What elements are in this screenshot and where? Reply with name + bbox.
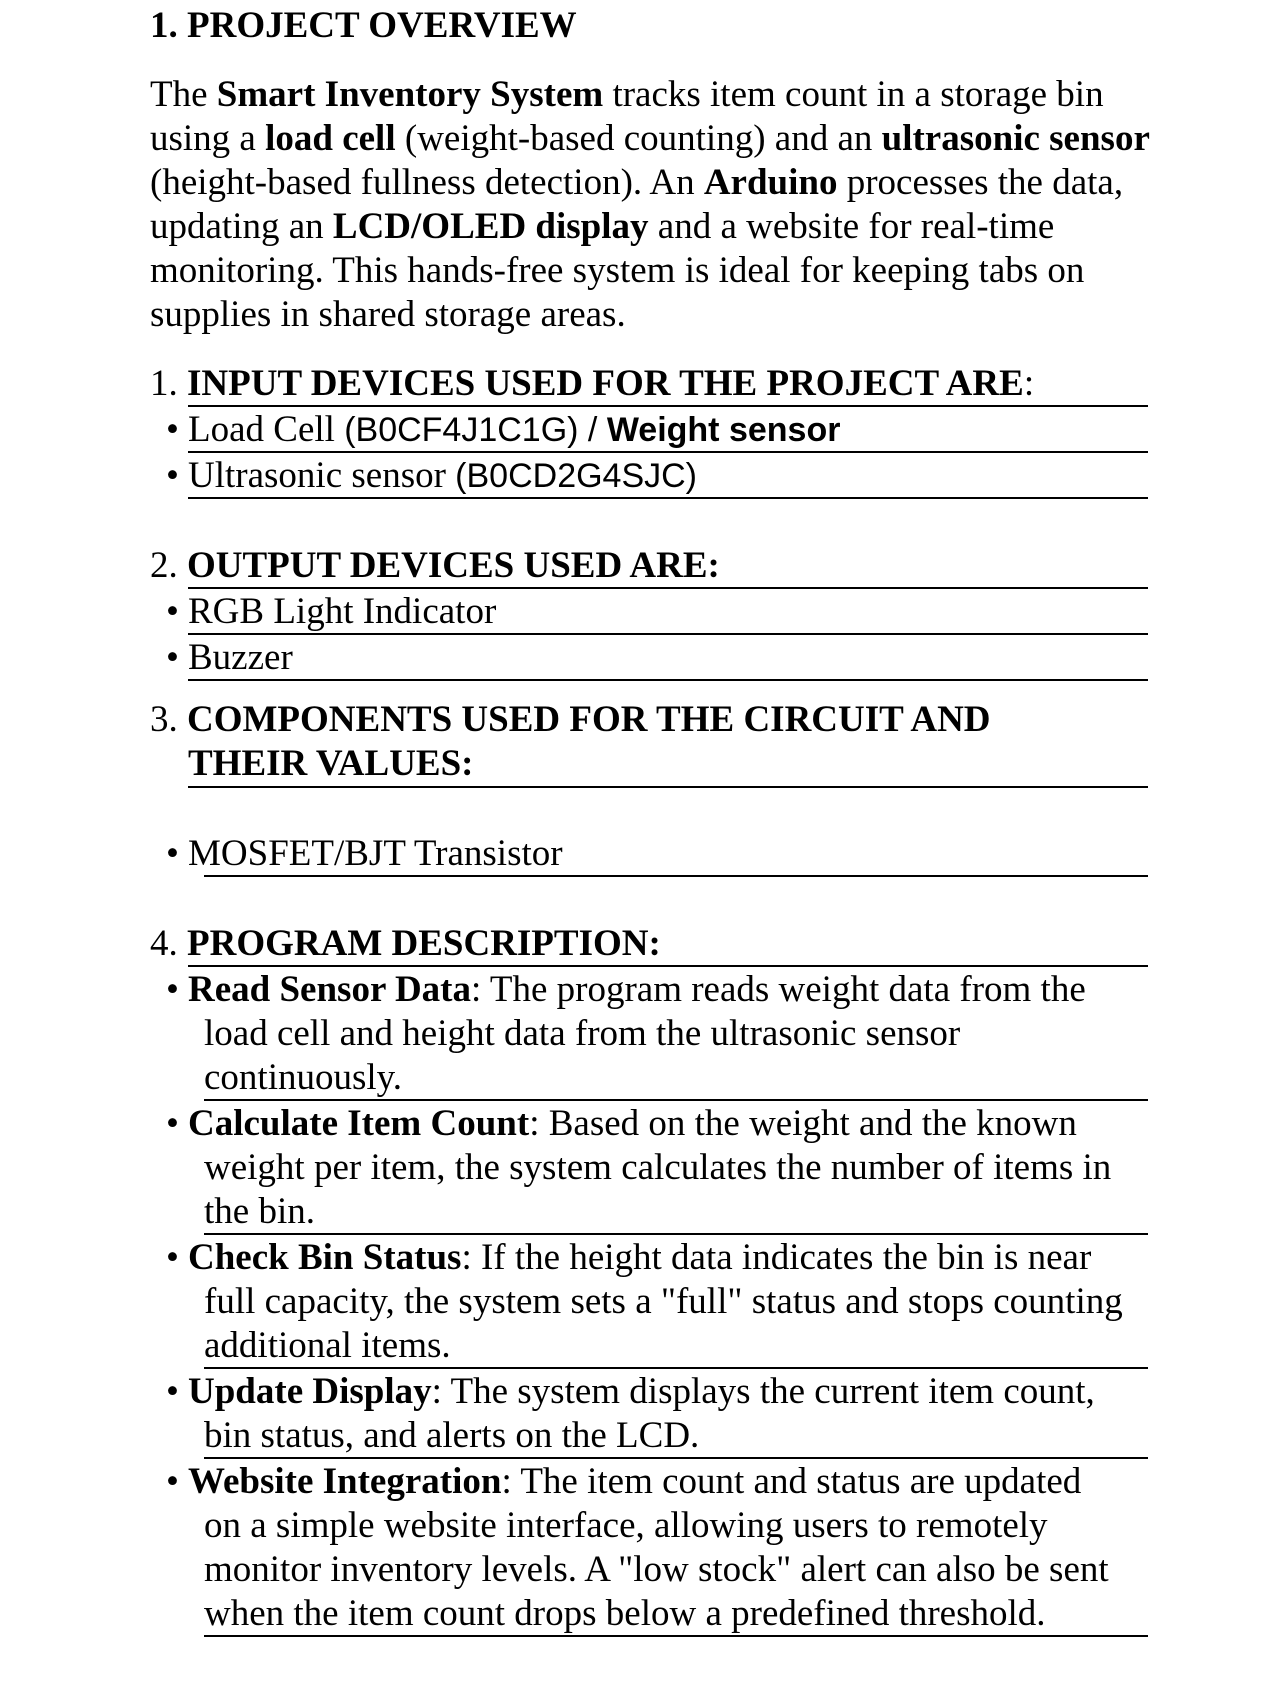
input-heading-rule [188,405,1148,407]
program-item-2-rule [204,1233,1148,1235]
program-item-website [166,1460,1146,1636]
input-devices-number: 1. [150,363,187,404]
overview-bold-display: LCD/OLED display [332,206,649,247]
program-item-5-continuation: on a simple website interface, allowing users to remotely monitor inventory levels. A "low stock" alert can also be sent when the item count drops below a predefined threshold. [204,1505,1109,1634]
output-devices-heading-text: OUTPUT DEVICES USED ARE: [187,545,720,586]
program-item-3-first-line [166,1237,1091,1278]
program-item-4-first-line [166,1371,1095,1412]
bullet-icon [166,408,188,452]
overview-bold-arduino: Arduino [703,162,838,203]
bullet-icon [166,1236,188,1280]
input-item-1-type: Weight sensor [606,411,841,449]
output-devices-number: 2. [150,545,187,586]
output-item-2-rule [188,679,1148,681]
program-item-read-sensor [166,968,1146,1100]
overview-paragraph [150,73,1150,337]
bullet-icon [166,968,188,1012]
program-item-1-text: : The program reads weight data from the [471,969,1086,1010]
program-item-1-rule [204,1099,1148,1101]
input-item-1-rule [188,451,1148,453]
bullet-icon [166,590,188,634]
overview-text-4: (height-based fullness detection). An [150,162,704,203]
output-item-rgb [166,590,496,634]
components-heading-line-2: THEIR VALUES: [188,743,474,784]
program-item-5-label: Website Integration [188,1461,502,1502]
program-item-2-text: : Based on the weight and the known [529,1103,1077,1144]
program-item-update-display [166,1370,1146,1458]
components-heading-rule [188,786,1148,788]
program-item-1-first-line [166,969,1086,1010]
bullet-icon [166,454,188,498]
input-devices-heading [150,362,1034,406]
program-item-3-rule [204,1367,1148,1369]
bullet-icon [166,636,188,680]
program-item-calculate-count [166,1102,1146,1234]
input-item-2-code: (B0CD2G4SJC) [455,457,698,495]
overview-text-5: processes the data, updating an [150,162,1124,247]
program-item-check-bin [166,1236,1146,1368]
program-item-4-rule [204,1457,1148,1459]
output-item-buzzer [166,636,293,680]
overview-text-6: and a website for real-time monitoring. This hands-free system is ideal for keeping tabs on supplies in shared storage areas. [150,206,1085,335]
program-item-3-label: Check Bin Status [188,1237,462,1278]
overview-text-1: The [150,74,217,115]
output-devices-heading [150,544,720,588]
overview-bold-load-cell: load cell [265,118,396,159]
program-number: 4. [150,923,187,964]
program-heading-rule [188,965,1148,967]
input-item-1-name: Load Cell [188,409,345,450]
program-heading [150,922,661,966]
output-item-2-text: Buzzer [188,637,293,678]
program-item-3-text: : If the height data indicates the bin is near [461,1237,1092,1278]
program-item-5-rule [204,1635,1148,1637]
program-heading-text: PROGRAM DESCRIPTION: [187,923,661,964]
components-heading-line-1: COMPONENTS USED FOR THE CIRCUIT AND [187,699,991,740]
bullet-icon [166,1460,188,1504]
overview-bold-ultrasonic: ultrasonic sensor [881,118,1150,159]
output-item-1-rule [188,633,1148,635]
section-title: 1. PROJECT OVERVIEW [150,5,577,46]
bullet-icon [166,1370,188,1414]
input-devices-heading-text: INPUT DEVICES USED FOR THE PROJECT ARE [187,363,1024,404]
input-item-2-rule [188,497,1148,499]
program-item-4-text: : The system displays the current item count, [431,1371,1095,1412]
input-item-ultrasonic [166,454,697,498]
program-item-5-first-line [166,1461,1081,1502]
component-item-1-text: MOSFET/BJT Transistor [188,833,563,874]
program-item-5-text: : The item count and status are updated [501,1461,1082,1502]
program-item-1-label: Read Sensor Data [188,969,471,1010]
program-item-2-first-line [166,1103,1077,1144]
program-item-2-label: Calculate Item Count [188,1103,530,1144]
bullet-icon [166,1102,188,1146]
output-heading-rule [188,587,1148,589]
component-item-1-rule [204,875,1148,877]
program-item-4-label: Update Display [188,1371,432,1412]
bullet-icon [166,832,188,876]
program-item-1-continuation: load cell and height data from the ultrasonic sensor continuously. [204,1013,961,1098]
program-item-4-continuation: bin status, and alerts on the LCD. [204,1415,700,1456]
overview-text-3: (weight-based counting) and an [395,118,882,159]
input-item-1-code: (B0CF4J1C1G) / [344,411,607,449]
input-item-load-cell [166,408,840,452]
component-item-transistor [166,832,563,876]
components-number: 3. [150,699,187,740]
components-heading-continued [188,742,474,786]
program-item-2-continuation: weight per item, the system calculates the number of items in the bin. [204,1147,1112,1232]
program-item-3-continuation: full capacity, the system sets a "full" status and stops counting additional items. [204,1281,1123,1366]
input-item-2-name: Ultrasonic sensor [188,455,456,496]
input-devices-colon: : [1023,363,1035,404]
components-heading [150,698,991,742]
output-item-1-text: RGB Light Indicator [188,591,497,632]
overview-text-2: tracks item count in a storage bin using a [150,74,1104,159]
overview-bold-system: Smart Inventory System [216,74,604,115]
